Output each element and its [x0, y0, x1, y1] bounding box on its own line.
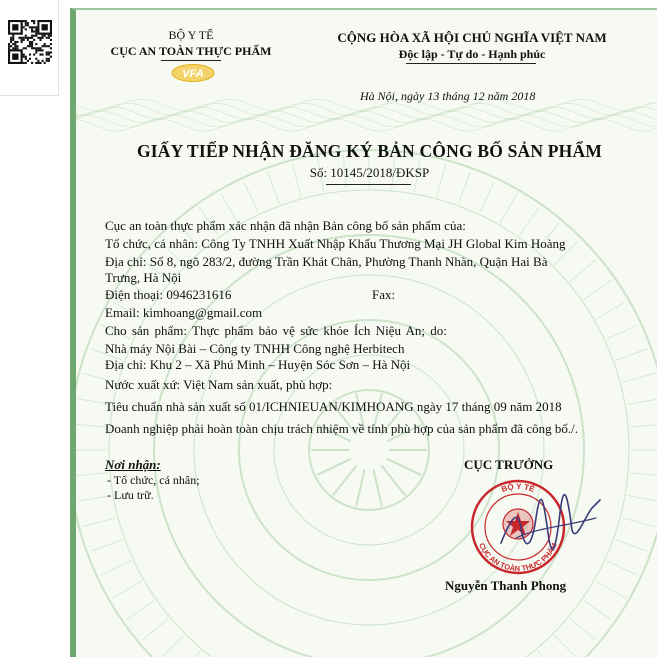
standard: Tiêu chuẩn nhà sản xuất số 01/ICHNIEUAN/KIMHOANG ngày 17 tháng 09 năm 2018	[105, 399, 562, 414]
certificate-title: GIẤY TIẾP NHẬN ĐĂNG KÝ BẢN CÔNG BỐ SẢN PHẨM	[136, 141, 603, 161]
number-underline	[326, 184, 411, 185]
department-name: CỤC AN TOÀN THỰC PHẨM	[110, 44, 272, 58]
origin: Nước xuất xứ: Việt Nam sản xuất, phù hợp:	[105, 377, 333, 392]
vfa-logo	[171, 64, 215, 82]
handwritten-signature	[496, 488, 606, 558]
product: Cho sản phẩm: Thực phẩm bảo vệ sức khỏe Ích Niệu An; do:	[105, 323, 447, 338]
stamp-top-text: BỘ Y TẾ	[500, 481, 536, 495]
signer-name: Nguyễn Thanh Phong	[445, 578, 567, 593]
organization: Tổ chức, cá nhân: Công Ty TNHH Xuất Nhập Khẩu Thương Mại JH Global Kim Hoàng	[105, 236, 566, 251]
national-motto: Độc lập - Tự do - Hạnh phúc	[398, 47, 546, 61]
qr-code-panel	[0, 0, 59, 96]
recipient-item: - Lưu trữ.	[107, 488, 154, 502]
motto-underline	[406, 63, 536, 64]
address-line-1: Địa chỉ: Số 8, ngõ 283/2, đường Trần Khát Chân, Phường Thanh Nhàn, Quận Hai Bà	[105, 254, 548, 269]
fax: Fax:	[372, 287, 396, 302]
recipient-item: - Tổ chức, cá nhân;	[107, 473, 200, 487]
qr-code	[8, 20, 52, 64]
country-name: CỘNG HÒA XÃ HỘI CHỦ NGHĨA VIỆT NAM	[337, 30, 607, 45]
factory-address: Địa chỉ: Khu 2 – Xã Phú Minh – Huyện Sóc Sơn – Hà Nội	[105, 357, 411, 372]
ministry-name: BỘ Y TẾ	[168, 28, 214, 42]
address-line-2: Trưng, Hà Nội	[105, 270, 182, 285]
email: Email: kimhoang@gmail.com	[105, 305, 263, 320]
stamp-bottom-text: CỤC AN TOÀN THỰC PHẨM	[477, 541, 559, 574]
department-underline	[161, 60, 221, 61]
certificate-number: Số: 10145/2018/ĐKSP	[309, 165, 430, 180]
recipients-label: Nơi nhận:	[105, 457, 161, 472]
vfa-logo-text: VFA	[182, 68, 204, 80]
issue-date: Hà Nội, ngày 13 tháng 12 năm 2018	[360, 89, 536, 103]
certificate-document	[70, 8, 657, 657]
responsibility: Doanh nghiệp phải hoàn toàn chịu trách nhiệm về tính phù hợp của sản phẩm đã công bố./.	[105, 421, 578, 436]
signer-role: CỤC TRƯỞNG	[464, 457, 554, 472]
intro-text: Cục an toàn thực phẩm xác nhận đã nhận Bản công bố sản phẩm của:	[105, 218, 466, 233]
phone: Điện thoại: 0946231616	[105, 287, 232, 302]
factory: Nhà máy Nội Bài – Công ty TNHH Công nghệ Herbitech	[105, 341, 405, 356]
